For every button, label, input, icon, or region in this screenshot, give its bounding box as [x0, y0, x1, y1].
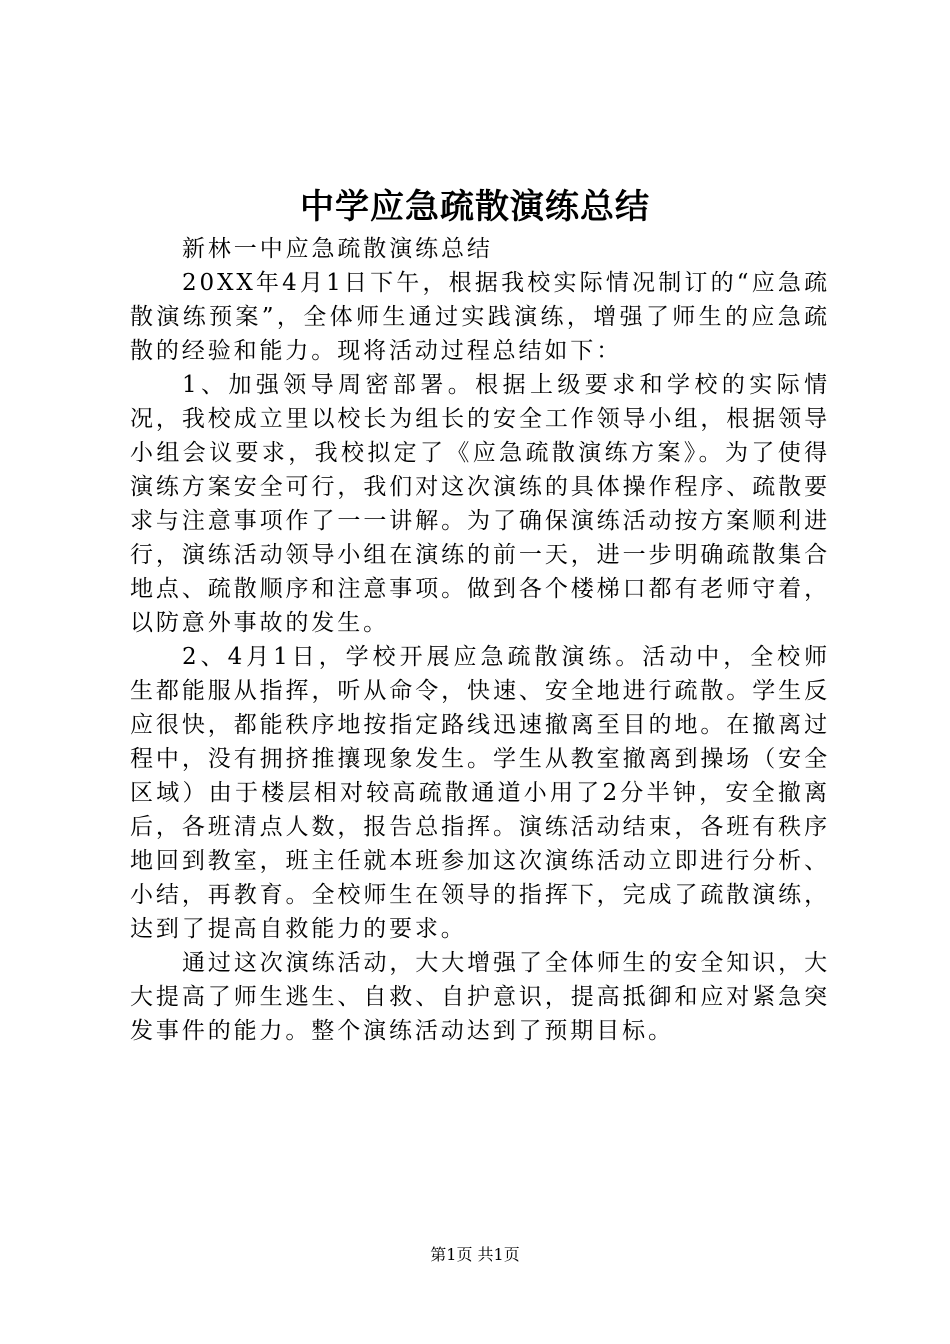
page-number-footer: 第1页 共1页	[430, 1245, 520, 1264]
conclusion-paragraph: 通过这次演练活动，大大增强了全体师生的安全知识，大大提高了师生逃生、自救、自护意识，提高抵御和应对紧急突发事件的能力。整个演练活动达到了预期目标。	[130, 950, 830, 1044]
document-title: 中学应急疏散演练总结	[300, 187, 650, 227]
document-body	[130, 232, 830, 1048]
document-subtitle-paragraph: 新林一中应急疏散演练总结	[182, 236, 493, 262]
intro-paragraph: 20XX年4月1日下午，根据我校实际情况制订的“应急疏散演练预案”，全体师生通过实践演练，增强了师生的应急疏散的经验和能力。现将活动过程总结如下：	[130, 270, 830, 364]
section-2-paragraph: 2、4月1日，学校开展应急疏散演练。活动中，全校师生都能服从指挥，听从命令，快速、安全地进行疏散。学生反应很快，都能秩序地按指定路线迅速撤离至目的地。在撤离过程中，没有拥挤推攘现象发生。学生从教室撤离到操场（安全区域）由于楼层相对较高疏散通道小用了2分半钟，安全撤离后，各班清点人数，报告总指挥。演练活动结束，各班有秩序地回到教室，班主任就本班参加这次演练活动立即进行分析、小结，再教育。全校师生在领导的指挥下，完成了疏散演练，达到了提高自救能力的要求。	[130, 644, 830, 942]
section-1-paragraph: 1、加强领导周密部署。根据上级要求和学校的实际情况，我校成立里以校长为组长的安全工作领导小组，根据领导小组会议要求，我校拟定了《应急疏散演练方案》。为了使得演练方案安全可行，我们对这次演练的具体操作程序、疏散要求与注意事项作了一一讲解。为了确保演练活动按方案顺利进行，演练活动领导小组在演练的前一天，进一步明确疏散集合地点、疏散顺序和注意事项。做到各个楼梯口都有老师守着，以防意外事故的发生。	[130, 372, 830, 636]
